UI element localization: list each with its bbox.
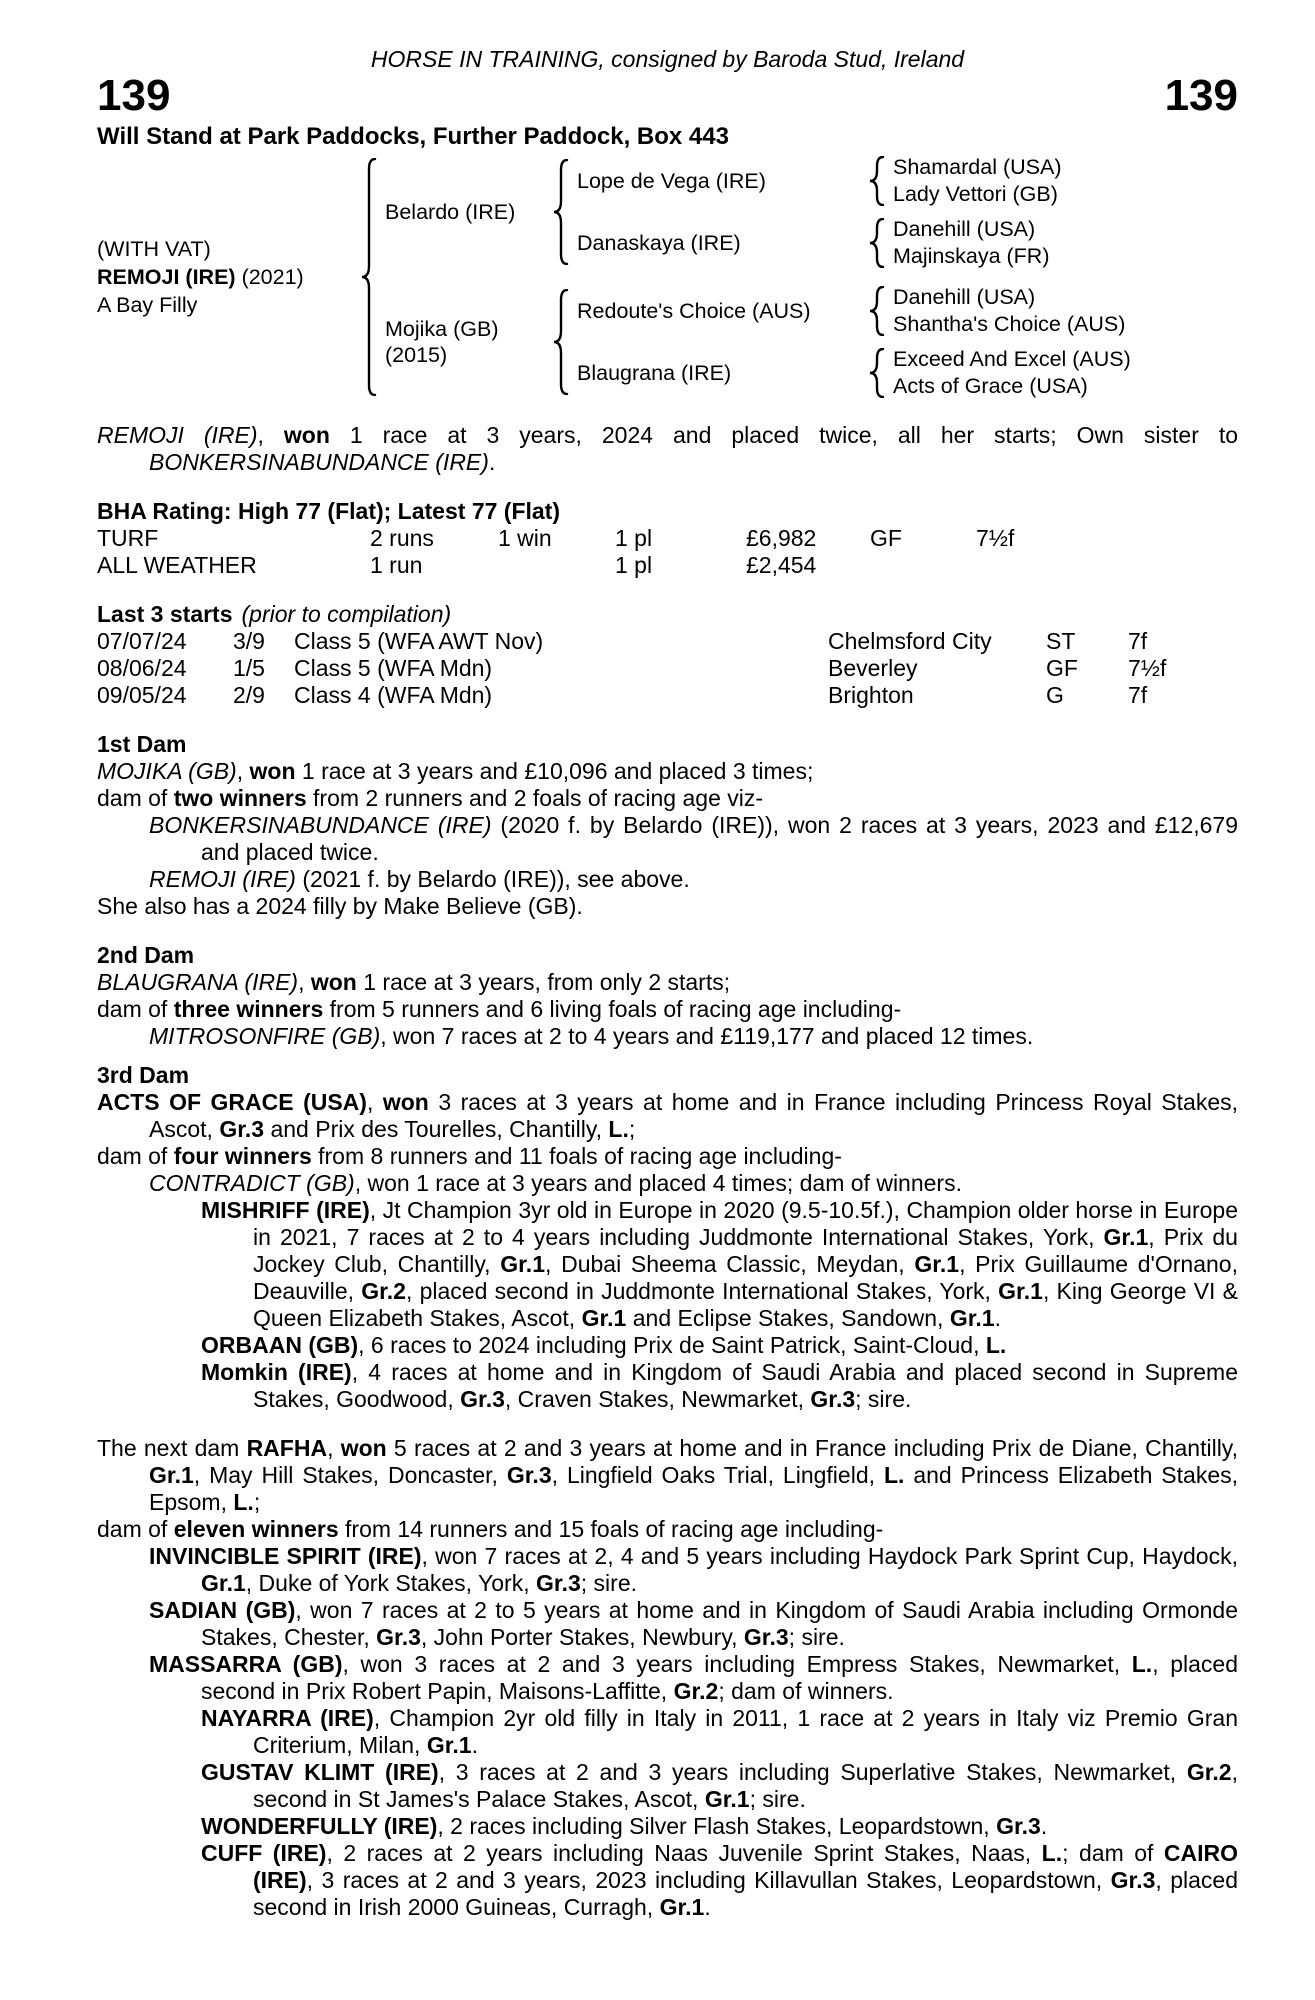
last-start-cell-race_class: Class 5 (WFA Mdn) — [294, 655, 493, 681]
text-run: Gr.3 — [376, 1624, 421, 1650]
text-run: GUSTAV KLIMT (IRE) — [201, 1759, 439, 1785]
text-run: SADIAN (GB) — [149, 1597, 296, 1623]
pedigree-paragraph — [97, 1023, 1238, 1050]
text-run: 5 races at 2 and 3 years at home and in France including Prix de Diane, Chantilly, — [386, 1435, 1238, 1461]
rating-cell-going: GF — [870, 525, 902, 551]
text-run: BONKERSINABUNDANCE (IRE) — [149, 449, 489, 475]
text-run: L. — [608, 1116, 629, 1142]
pedigree-paragraph — [97, 969, 1238, 996]
last-start-cell-date: 08/06/24 — [97, 655, 187, 681]
pedigree-paragraph — [97, 1759, 1238, 1813]
text-run: dam of — [97, 1516, 174, 1542]
rating-cell-going — [870, 552, 976, 579]
grandparent-row — [577, 346, 1131, 400]
text-run: won — [249, 758, 296, 784]
grandparent-row — [577, 284, 1131, 338]
sire-name: Belardo (IRE) — [385, 200, 516, 224]
text-run: ; dam of winners. — [718, 1678, 894, 1704]
lot-number-row — [97, 73, 1238, 119]
text-run: ACTS OF GRACE (USA) — [97, 1089, 367, 1115]
text-run: CONTRADICT (GB) — [149, 1170, 355, 1196]
rating-cell-wins: 1 win — [498, 525, 552, 551]
text-run: Gr.3 — [743, 1624, 789, 1650]
text-run: ; sire. — [788, 1624, 845, 1650]
text-run: , John Porter Stakes, Newbury, — [420, 1624, 744, 1650]
text-run: ORBAAN (GB) — [201, 1332, 359, 1358]
granddam-brace-icon — [869, 218, 885, 268]
text-run: , won 1 race at 3 years and placed 4 times; dam of winners. — [354, 1170, 962, 1196]
grandsire-brace-icon — [869, 156, 885, 206]
text-run: ; sire. — [580, 1570, 637, 1596]
last-start-cell-dist: 7f — [1128, 628, 1148, 654]
text-run: , 2 races including Silver Flash Stakes, Leopardstown, — [437, 1813, 997, 1839]
text-run: . — [994, 1305, 1001, 1331]
text-run: , won 7 races at 2 to 5 years at home and in Kingdom of Saudi Arabia including Ormonde Stakes, Chester, — [201, 1597, 1238, 1650]
pedigree-paragraph — [97, 1597, 1238, 1651]
text-run: won — [310, 969, 357, 995]
text-run: L. — [883, 1462, 905, 1488]
text-run: , placed second in Prix Robert Papin, Maisons-Laffitte, — [201, 1651, 1238, 1704]
dam-section — [97, 942, 1238, 1050]
last-starts-heading-bold: Last 3 starts — [97, 601, 233, 627]
pedigree-subject — [97, 235, 361, 319]
text-run: L. — [985, 1332, 1007, 1358]
pedigree-paragraph — [97, 1705, 1238, 1759]
pedigree-paragraph — [97, 1516, 1238, 1543]
text-run: from 14 runners and 15 foals of racing age including- — [338, 1516, 884, 1542]
text-run: won — [283, 422, 330, 448]
sire-brace-icon — [553, 159, 569, 265]
pedigree-paragraph — [97, 893, 1238, 920]
text-run: , — [366, 1089, 383, 1115]
text-run: , — [257, 422, 284, 448]
text-run: NAYARRA (IRE) — [201, 1705, 374, 1731]
text-run: MISHRIFF (IRE) — [201, 1197, 370, 1223]
text-run: ; — [628, 1116, 636, 1142]
last-start-row — [97, 655, 1238, 682]
horse-description: A Bay Filly — [97, 293, 198, 317]
text-run: MASSARRA (GB) — [149, 1651, 343, 1677]
pedigree-paragraph — [97, 1813, 1238, 1840]
text-run: from 8 runners and 11 foals of racing age including- — [311, 1143, 842, 1169]
last-start-cell-pos: 2/9 — [233, 682, 265, 708]
grandparent-row — [577, 154, 1061, 208]
text-run: Gr.1 — [426, 1732, 472, 1758]
dam-sections — [97, 731, 1238, 1921]
consignor-header: HORSE IN TRAINING, consigned by Baroda Stud, Ireland — [370, 46, 965, 72]
text-run: Gr.1 — [949, 1305, 995, 1331]
text-run: . — [704, 1894, 711, 1920]
text-run: Gr.1 — [1103, 1224, 1149, 1250]
text-run: , King George VI & Queen Elizabeth Stakes, Ascot, — [253, 1278, 1238, 1331]
text-run: , placed second in Juddmonte International Stakes, York, — [405, 1278, 999, 1304]
dam-name: Mojika (GB) — [385, 317, 499, 341]
pedigree-chart — [97, 154, 1238, 400]
sire-group — [385, 154, 1131, 270]
text-run: REMOJI (IRE) — [97, 422, 258, 448]
dam-name-cell — [385, 316, 553, 368]
text-run: (2020 f. by Belardo (IRE)), won 2 races at 3 years, 2023 and £12,679 and placed twice. — [201, 812, 1238, 865]
text-run: , Prix Guillaume d'Ornano, Deauville, — [253, 1251, 1238, 1304]
text-run: (2021 f. by Belardo (IRE)), see above. — [295, 866, 690, 892]
vat-note: (WITH VAT) — [97, 237, 211, 261]
pedigree-paragraph — [97, 1143, 1238, 1170]
text-run: four winners — [173, 1143, 312, 1169]
great-grandparent-name: Lady Vettori (GB) — [893, 182, 1058, 206]
dam-section — [97, 731, 1238, 920]
great-grandparent-name: Danehill (USA) — [893, 285, 1036, 309]
pedigree-paragraph — [97, 1435, 1238, 1516]
text-run: She also has a 2024 filly by Make Believe (GB). — [97, 893, 583, 919]
text-run: and Prix des Tourelles, Chantilly, — [264, 1116, 609, 1142]
text-run: MITROSONFIRE (GB) — [149, 1023, 381, 1049]
text-run: ; dam of — [1062, 1840, 1164, 1866]
text-run: L. — [233, 1489, 254, 1515]
text-run: REMOJI (IRE) — [149, 866, 296, 892]
horse-name-line — [97, 263, 361, 291]
pedigree-main-brace-icon — [361, 158, 377, 396]
section-heading: 3rd Dam — [97, 1062, 190, 1088]
great-grandparent-name: Majinskaya (FR) — [893, 244, 1050, 268]
last-start-row — [97, 628, 1238, 655]
last-start-cell-date: 09/05/24 — [97, 682, 187, 708]
text-run: dam of — [97, 785, 174, 811]
pedigree-paragraph — [97, 996, 1238, 1023]
pedigree-paragraph — [97, 1332, 1238, 1359]
text-run: , won 7 races at 2, 4 and 5 years including Haydock Park Sprint Cup, Haydock, — [421, 1543, 1238, 1569]
rating-cell-places: 1 pl — [615, 525, 653, 551]
text-run: Gr.1 — [201, 1570, 246, 1596]
pedigree-paragraph — [97, 1197, 1238, 1332]
text-run: , won 3 races at 2 and 3 years including Empress Stakes, Newmarket, — [342, 1651, 1132, 1677]
last-start-row — [97, 682, 1238, 709]
text-run: , Dubai Sheema Classic, Meydan, — [545, 1251, 915, 1277]
rating-cell-money: £6,982 — [746, 525, 817, 551]
text-run: . — [488, 449, 496, 475]
pedigree-paragraph — [97, 785, 1238, 812]
text-run: , 3 races at 2 and 3 years, 2023 including Killavullan Stakes, Leopardstown, — [306, 1867, 1111, 1893]
section-heading: 2nd Dam — [97, 942, 195, 968]
text-run: . — [1040, 1813, 1048, 1839]
text-run: , second in St James's Palace Stakes, Ascot, — [253, 1759, 1238, 1812]
pedigree-paragraph — [97, 1170, 1238, 1197]
text-run: L. — [1041, 1840, 1063, 1866]
rating-row — [97, 525, 1238, 552]
text-run: ; — [253, 1489, 261, 1515]
bha-rating-heading: BHA Rating: High 77 (Flat); Latest 77 (Flat) — [97, 498, 560, 524]
text-run: dam of — [97, 1143, 174, 1169]
text-run: MOJIKA (GB) — [97, 758, 237, 784]
horse-year: (2021) — [241, 265, 304, 289]
great-grandparent-name: Acts of Grace (USA) — [893, 374, 1088, 398]
text-run: 1 race at 3 years, 2024 and placed twice, all her starts; Own sister to — [329, 422, 1239, 448]
text-run: , 3 races at 2 and 3 years including Superlative Stakes, Newmarket, — [438, 1759, 1187, 1785]
text-run: Gr.3 — [536, 1570, 581, 1596]
text-run: CUFF (IRE) — [201, 1840, 327, 1866]
pedigree-paragraph — [97, 1359, 1238, 1413]
text-run: Gr.1 — [659, 1894, 705, 1920]
last-start-cell-dist: 7f — [1128, 682, 1148, 708]
text-run: RAFHA — [246, 1435, 328, 1461]
text-run: Gr.3 — [1110, 1867, 1156, 1893]
pedigree-paragraph — [97, 866, 1238, 893]
text-run: from 2 runners and 2 foals of racing age viz- — [306, 785, 764, 811]
last-start-cell-course: Brighton — [828, 682, 914, 708]
text-run: Gr.1 — [500, 1251, 545, 1277]
rating-cell-runs: 1 run — [370, 552, 423, 578]
text-run: , Craven Stakes, Newmarket, — [504, 1386, 811, 1412]
pedigree-paragraph — [97, 758, 1238, 785]
dam-year: (2015) — [385, 343, 448, 367]
pedigree-parents — [385, 154, 1131, 400]
pedigree-paragraph — [97, 1651, 1238, 1705]
text-run: , 6 races to 2024 including Prix de Saint Patrick, Saint-Cloud, — [358, 1332, 986, 1358]
text-run: , 4 races at home and in Kingdom of Saudi Arabia and placed second in Supreme Stakes, Goodwood, — [253, 1359, 1238, 1412]
text-run: 3 races at 3 years at home and in France including Princess Royal Stakes, Ascot, — [149, 1089, 1239, 1142]
text-run: , 2 races at 2 years including Naas Juvenile Sprint Stakes, Naas, — [326, 1840, 1042, 1866]
text-run: Gr.3 — [219, 1116, 265, 1142]
last-start-cell-pos: 1/5 — [233, 655, 265, 681]
grandparent-row — [577, 216, 1061, 270]
grandsire-name: Redoute's Choice (AUS) — [577, 299, 811, 323]
rating-cell-dist: 7½f — [976, 525, 1015, 551]
text-run: Gr.1 — [149, 1462, 194, 1488]
rating-cell-money: £2,454 — [746, 552, 817, 578]
rating-cell-surface: ALL WEATHER — [97, 552, 257, 578]
text-run: and Eclipse Stakes, Sandown, — [626, 1305, 950, 1331]
horse-name: REMOJI (IRE) — [97, 265, 236, 289]
text-run: Gr.3 — [996, 1813, 1041, 1839]
great-grandparent-name: Shamardal (USA) — [893, 155, 1062, 179]
granddam-name: Blaugrana (IRE) — [577, 361, 732, 385]
text-run: Gr.1 — [914, 1251, 960, 1277]
great-grandparent-name: Danehill (USA) — [893, 217, 1036, 241]
last-start-cell-dist: 7½f — [1128, 655, 1167, 681]
text-run: ; sire. — [855, 1386, 912, 1412]
text-run: Momkin (IRE) — [201, 1359, 352, 1385]
text-run: and Princess Elizabeth Stakes, Epsom, — [149, 1462, 1239, 1515]
text-run: , — [327, 1435, 341, 1461]
text-run: won — [340, 1435, 387, 1461]
intro-paragraph — [97, 422, 1238, 476]
text-run: INVINCIBLE SPIRIT (IRE) — [149, 1543, 422, 1569]
section-heading: 1st Dam — [97, 731, 187, 757]
text-run: , — [298, 969, 311, 995]
text-run: , Champion 2yr old filly in Italy in 2011, 1 race at 2 years in Italy viz Premio Gran Criterium, Milan, — [253, 1705, 1238, 1758]
pedigree-paragraph — [97, 812, 1238, 866]
dam-brace-icon — [553, 289, 569, 395]
text-run: The next dam — [97, 1435, 247, 1461]
text-run: three winners — [173, 996, 324, 1022]
last-start-cell-race_class: Class 4 (WFA Mdn) — [294, 682, 493, 708]
text-run: BONKERSINABUNDANCE (IRE) — [149, 812, 492, 838]
last-start-cell-going: ST — [1046, 628, 1076, 654]
text-run: , Duke of York Stakes, York, — [245, 1570, 536, 1596]
last-start-cell-going: GF — [1046, 655, 1078, 681]
rating-cell-places: 1 pl — [615, 552, 653, 578]
text-run: L. — [1131, 1651, 1153, 1677]
text-run: 1 race at 3 years and £10,096 and placed 3 times; — [295, 758, 814, 784]
text-run: Gr.1 — [581, 1305, 627, 1331]
text-run: CAIRO (IRE) — [253, 1840, 1238, 1893]
text-run: , Prix du Jockey Club, Chantilly, — [253, 1224, 1238, 1277]
text-run: ; sire. — [749, 1786, 806, 1812]
lot-number-right: 139 — [1164, 71, 1238, 120]
text-run: Gr.3 — [460, 1386, 505, 1412]
last-starts-heading — [97, 601, 1238, 628]
text-run: , placed second in Irish 2000 Guineas, Curragh, — [253, 1867, 1238, 1920]
dam-section — [97, 1435, 1238, 1921]
text-run: Gr.3 — [506, 1462, 552, 1488]
last-starts-heading-italic: (prior to compilation) — [241, 601, 452, 627]
pedigree-paragraph — [97, 1840, 1238, 1921]
rating-cell-runs: 2 runs — [370, 525, 434, 551]
rating-row — [97, 552, 1238, 579]
lot-number-left: 139 — [97, 71, 171, 120]
text-run: WONDERFULLY (IRE) — [201, 1813, 438, 1839]
last-start-cell-course: Chelmsford City — [828, 628, 992, 654]
last-starts-block — [97, 601, 1238, 709]
text-run: Gr.2 — [673, 1678, 719, 1704]
text-run: eleven winners — [173, 1516, 339, 1542]
pedigree-paragraph — [97, 1543, 1238, 1597]
text-run: , won 7 races at 2 to 4 years and £119,177 and placed 12 times. — [380, 1023, 1034, 1049]
last-start-cell-pos: 3/9 — [233, 628, 265, 654]
grandsire-name: Lope de Vega (IRE) — [577, 169, 766, 193]
text-run: dam of — [97, 996, 174, 1022]
text-run: . — [471, 1732, 478, 1758]
last-start-cell-going: G — [1046, 682, 1064, 708]
pedigree-paragraph — [97, 1089, 1238, 1143]
text-run: BLAUGRANA (IRE) — [97, 969, 299, 995]
text-run: won — [382, 1089, 429, 1115]
rating-table — [97, 525, 1238, 579]
text-run: , Jt Champion 3yr old in Europe in 2020 (9.5-10.5f.), Champion older horse in Europe in 2021, 7 races at 2 to 4 years including Juddmonte International Stakes, York, — [253, 1197, 1238, 1250]
rating-cell-surface: TURF — [97, 525, 159, 551]
last-start-cell-course: Beverley — [828, 655, 918, 681]
grandsire-brace-icon — [869, 286, 885, 336]
text-run: , May Hill Stakes, Doncaster, — [193, 1462, 507, 1488]
text-run: Gr.2 — [1186, 1759, 1232, 1785]
text-run: , Lingfield Oaks Trial, Lingfield, — [551, 1462, 884, 1488]
dam-section — [97, 1062, 1238, 1413]
granddam-brace-icon — [869, 348, 885, 398]
text-run: Gr.2 — [361, 1278, 406, 1304]
text-run: Gr.1 — [704, 1786, 750, 1812]
last-starts-table — [97, 628, 1238, 709]
text-run: Gr.1 — [998, 1278, 1043, 1304]
rating-cell-wins — [498, 552, 615, 579]
rating-block — [97, 498, 1238, 579]
stand-location-line: Will Stand at Park Paddocks, Further Paddock, Box 443 — [97, 123, 729, 150]
last-start-cell-race_class: Class 5 (WFA AWT Nov) — [294, 628, 544, 654]
dam-group — [385, 284, 1131, 400]
text-run: from 5 runners and 6 living foals of racing age including- — [323, 996, 902, 1022]
last-start-cell-date: 07/07/24 — [97, 628, 187, 654]
great-grandparent-name: Exceed And Excel (AUS) — [893, 347, 1131, 371]
text-run: two winners — [173, 785, 307, 811]
text-run: , — [236, 758, 250, 784]
great-grandparent-name: Shantha's Choice (AUS) — [893, 312, 1126, 336]
text-run: Gr.3 — [810, 1386, 856, 1412]
granddam-name: Danaskaya (IRE) — [577, 231, 741, 255]
text-run: 1 race at 3 years, from only 2 starts; — [356, 969, 731, 995]
